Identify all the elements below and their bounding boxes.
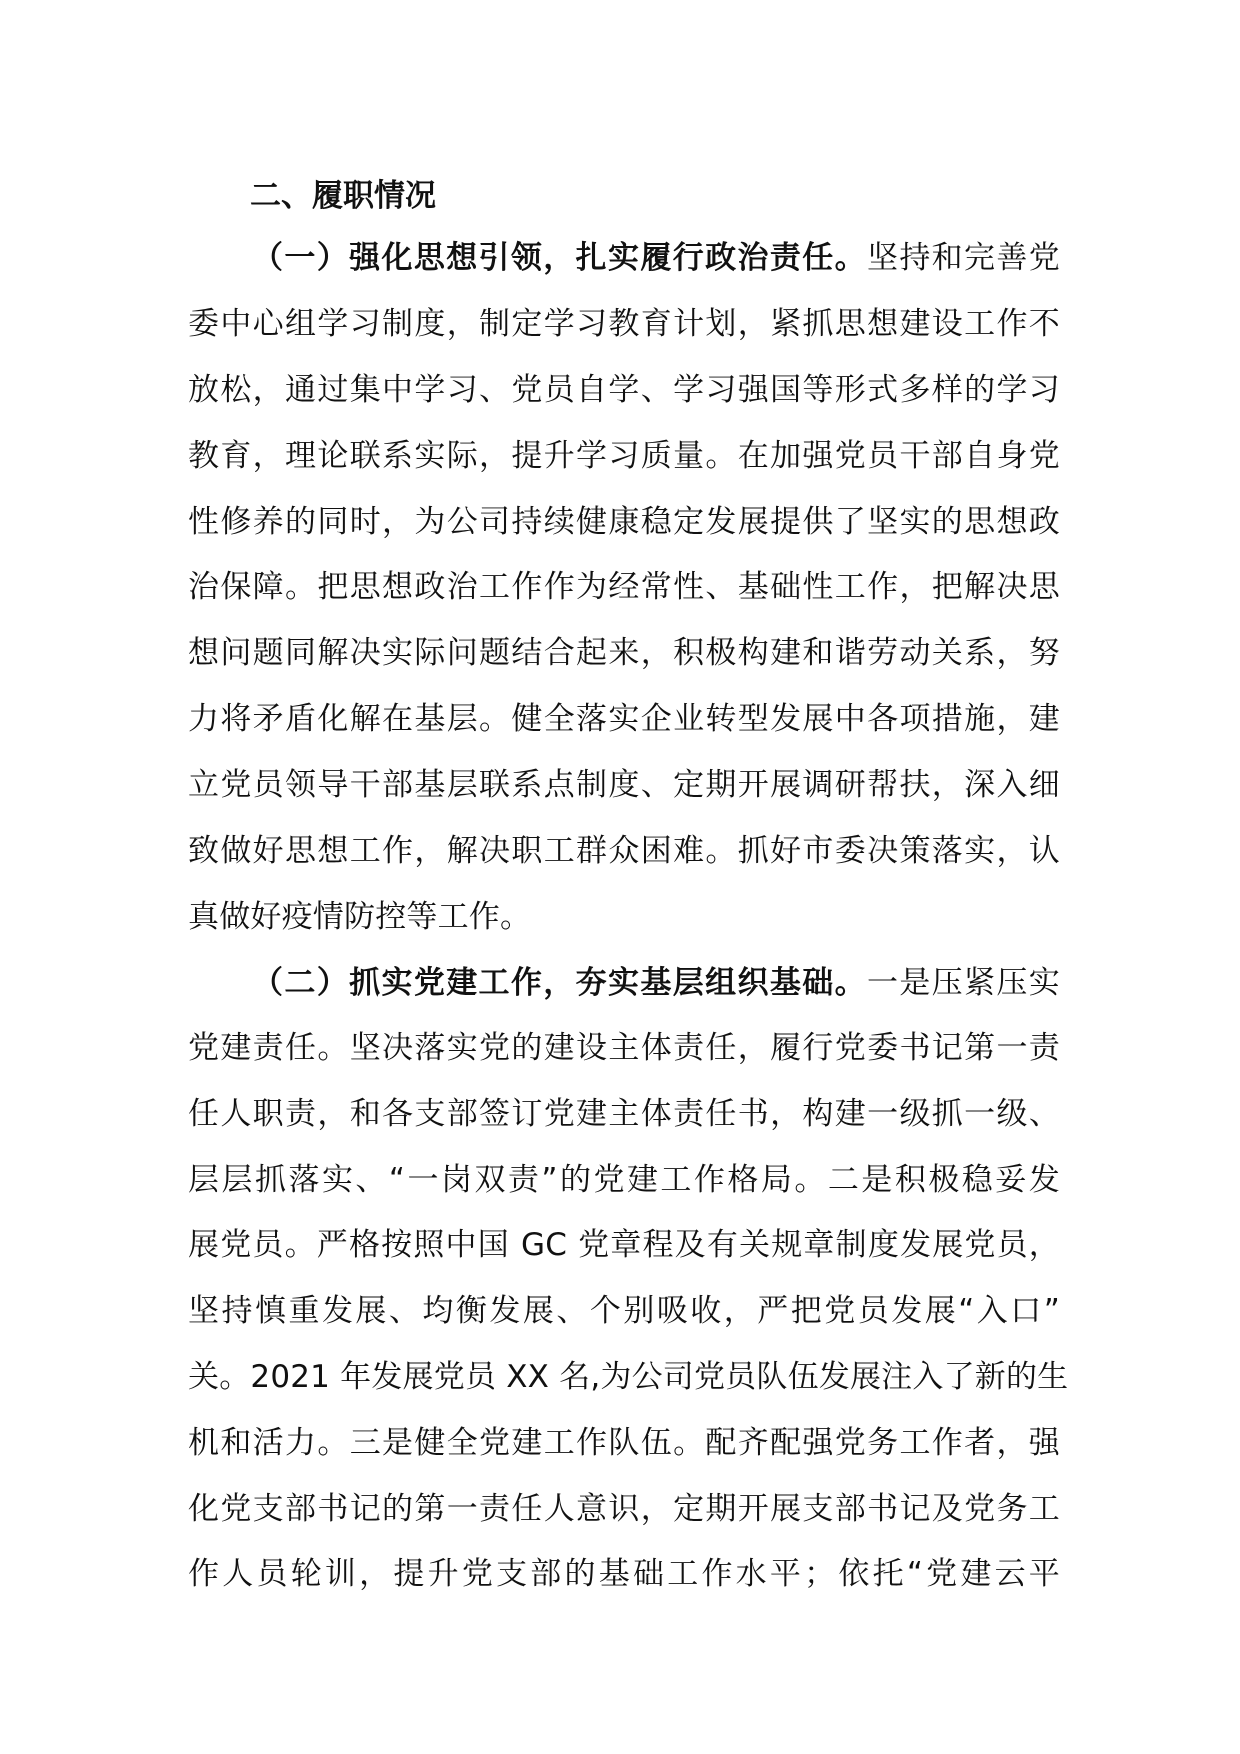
paragraph-1-line-1 bbox=[188, 236, 1060, 280]
section-heading: 二、履职情况 bbox=[250, 178, 436, 214]
paragraph-2-line: 任人职责，和各支部签订党建主体责任书，构建一级抓一级、 bbox=[188, 1096, 1060, 1132]
paragraph-2-line-1 bbox=[188, 961, 1060, 1005]
paragraph-2-line: 化党支部书记的第一责任人意识，定期开展支部书记及党务工 bbox=[188, 1491, 1060, 1527]
paragraph-1-line: 放松，通过集中学习、党员自学、学习强国等形式多样的学习 bbox=[188, 372, 1060, 408]
paragraph-2-line: 展党员。严格按照中国 GC 党章程及有关规章制度发展党员， bbox=[188, 1227, 1060, 1263]
paragraph-1-line: 立党员领导干部基层联系点制度、定期开展调研帮扶，深入细 bbox=[188, 767, 1060, 803]
paragraph-2-line: 关。2021 年发展党员 XX 名,为公司党员队伍发展注入了新的生 bbox=[188, 1359, 1069, 1395]
paragraph-2-line: 党建责任。坚决落实党的建设主体责任，履行党委书记第一责 bbox=[188, 1030, 1060, 1066]
paragraph-2-lead: （二）抓实党建工作，夯实基层组织基础。 bbox=[252, 965, 867, 1001]
paragraph-1-last-line: 真做好疫情防控等工作。 bbox=[188, 899, 532, 935]
paragraph-1-line: 致做好思想工作，解决职工群众困难。抓好市委决策落实，认 bbox=[188, 833, 1060, 869]
paragraph-1-line: 教育，理论联系实际，提升学习质量。在加强党员干部自身党 bbox=[188, 438, 1060, 474]
paragraph-2-line: 坚持慎重发展、均衡发展、个别吸收，严把党员发展“入口” bbox=[188, 1293, 1060, 1329]
paragraph-2-line: 作人员轮训，提升党支部的基础工作水平；依托“党建云平 bbox=[188, 1556, 1060, 1592]
paragraph-1-line: 委中心组学习制度，制定学习教育计划，紧抓思想建设工作不 bbox=[188, 306, 1060, 342]
paragraph-2-line-1-tail: 一是压紧压实 bbox=[866, 965, 1060, 1001]
paragraph-1-line: 治保障。把思想政治工作作为经常性、基础性工作，把解决思 bbox=[188, 569, 1060, 605]
paragraph-2-line: 机和活力。三是健全党建工作队伍。配齐配强党务工作者，强 bbox=[188, 1425, 1060, 1461]
paragraph-1-line: 性修养的同时，为公司持续健康稳定发展提供了坚实的思想政 bbox=[188, 504, 1060, 540]
paragraph-1-line: 想问题同解决实际问题结合起来，积极构建和谐劳动关系，努 bbox=[188, 635, 1060, 671]
paragraph-2-line: 层层抓落实、“一岗双责”的党建工作格局。二是积极稳妥发 bbox=[188, 1162, 1060, 1198]
paragraph-1-lead: （一）强化思想引领，扎实履行政治责任。 bbox=[252, 240, 867, 276]
paragraph-1-line-1-tail: 坚持和完善党 bbox=[866, 240, 1060, 276]
paragraph-1-line: 力将矛盾化解在基层。健全落实企业转型发展中各项措施，建 bbox=[188, 701, 1060, 737]
